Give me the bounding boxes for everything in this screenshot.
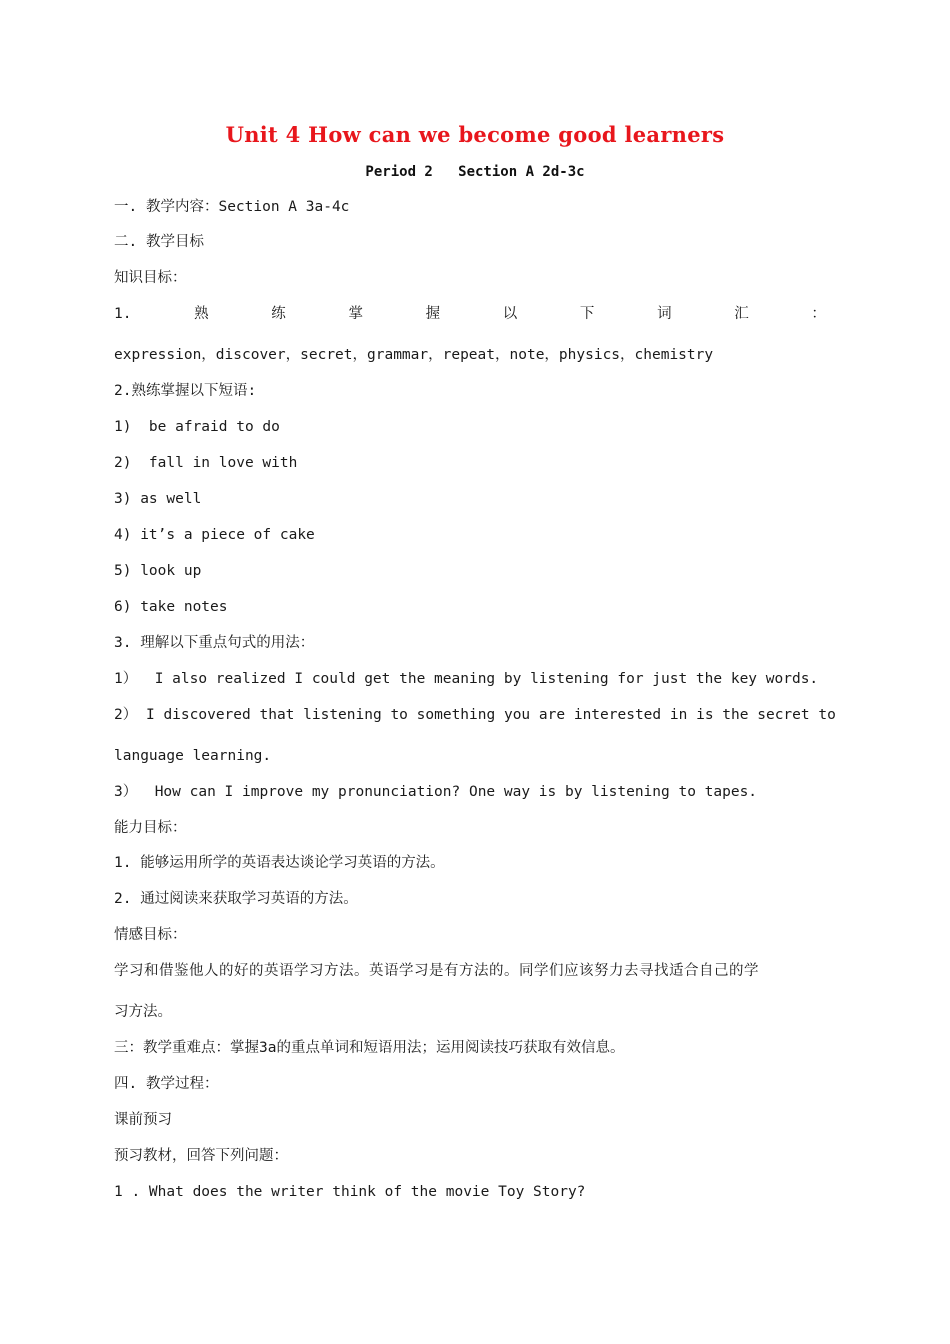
teaching-process-heading: 四. 教学过程： <box>114 1076 219 1092</box>
preview-question-1: 1 . What does the writer think of the movie Toy Story? <box>114 1184 586 1200</box>
sentence-word: to <box>818 707 836 723</box>
vocab-heading-char: ： <box>811 306 826 322</box>
vocab-heading-char: 1. <box>114 306 132 322</box>
document-subtitle: Period 2 Section A 2d-3c <box>365 164 585 180</box>
sentence-word: discovered <box>163 707 251 723</box>
phrase-item: 6) take notes <box>114 599 228 615</box>
vocab-heading-char: 熟 <box>194 306 209 322</box>
sentence-word: that <box>259 707 295 723</box>
phrase-item: 1) be afraid to do <box>114 419 280 435</box>
emotion-goal-text-cont: 习方法。 <box>114 1004 172 1020</box>
sentence-item-3: 3） How can I improve my pronunciation? One way is by listening to tapes. <box>114 784 758 800</box>
emotion-goals-heading: 情感目标： <box>114 927 187 943</box>
vocab-heading-char: 下 <box>579 306 595 322</box>
sentence-word: in <box>669 707 688 723</box>
phrase-heading: 2.熟练掌握以下短语: <box>114 383 257 399</box>
emotion-goal-text: 学习和借鉴他人的好的英语学习方法。英语学习是有方法的。同学们应该努力去寻找适合自己的学 <box>114 963 759 979</box>
ability-goal-2: 2. 通过阅读来获取学习英语的方法。 <box>114 891 358 907</box>
sentence-word: is <box>696 707 714 723</box>
teaching-goals-heading: 二. 教学目标 <box>114 234 204 250</box>
knowledge-goals-heading: 知识目标： <box>114 270 187 286</box>
vocab-heading-char: 汇 <box>734 306 749 322</box>
sentence-item-2 <box>114 705 836 725</box>
preview-instruction: 预习教材，回答下列问题： <box>114 1148 288 1164</box>
phrase-item: 2) fall in love with <box>114 455 298 471</box>
sentence-word: to <box>390 707 408 723</box>
sentence-word: are <box>538 707 566 723</box>
vocab-heading-char: 握 <box>425 306 441 322</box>
document-title: Unit 4 How can we become good learners <box>225 122 725 147</box>
sentence-word: listening <box>303 707 382 723</box>
sentence-word: secret <box>757 707 810 723</box>
sentence-heading: 3. 理解以下重点句式的用法： <box>114 635 315 651</box>
phrase-item: 4) it’s a piece of cake <box>114 527 315 543</box>
sentence-word: something <box>416 707 496 723</box>
vocab-heading-char: 以 <box>502 306 518 322</box>
preview-heading: 课前预习 <box>114 1112 172 1128</box>
phrase-item: 5) look up <box>114 563 202 579</box>
vocab-heading <box>114 304 826 324</box>
vocab-heading-char: 练 <box>271 306 286 322</box>
sentence-word: I <box>145 707 155 723</box>
vocab-heading-char: 词 <box>657 306 672 322</box>
sentence-item-2-cont: language learning. <box>114 748 272 764</box>
vocab-heading-char: 掌 <box>348 306 363 322</box>
sentence-word: interested <box>573 707 662 723</box>
ability-goals-heading: 能力目标： <box>114 820 187 836</box>
key-points-line: 三：教学重难点：掌握3a的重点单词和短语用法；运用阅读技巧获取有效信息。 <box>114 1040 625 1056</box>
sentence-word: you <box>503 707 531 723</box>
sentence-word: the <box>722 707 749 723</box>
sentence-word: 2） <box>114 707 138 723</box>
vocab-list: expression，discover，secret，grammar，repeat，note，physics，chemistry <box>114 347 714 363</box>
ability-goal-1: 1. 能够运用所学的英语表达谈论学习英语的方法。 <box>114 855 445 871</box>
sentence-item-1: 1） I also realized I could get the meaning by listening for just the key words. <box>114 671 819 687</box>
teaching-content-line: 一. 教学内容：Section A 3a-4c <box>114 199 350 215</box>
phrase-item: 3) as well <box>114 491 202 507</box>
